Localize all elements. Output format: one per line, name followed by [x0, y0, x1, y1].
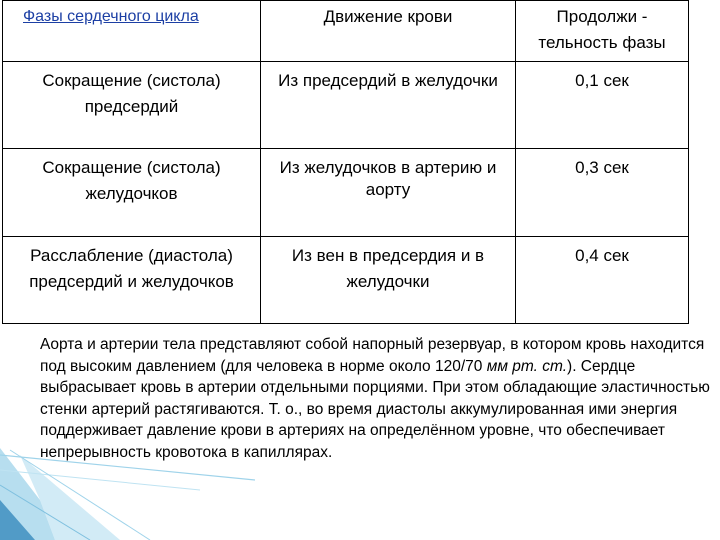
duration-cell [516, 149, 689, 237]
phase-cell [3, 149, 261, 237]
explanation-part-2: ). Сердце выбрасывает кровь в артерии отдельными порциями. При этом обладающие эластичностью стенки артерий растягиваются. Т. о., во время диастолы аккумулированная ими энергия поддерживает давление крови в артериях на определённом уровне, что обеспечивает непрерывность кровотока в капиллярах. [40, 357, 710, 461]
phase-text: Расслабление (диастола) предсердий и желудочков [29, 246, 234, 291]
header-duration-text: Продолжи - тельность фазы [538, 7, 666, 52]
movement-cell [261, 237, 516, 324]
explanation-paragraph [40, 334, 714, 463]
table-row [3, 237, 689, 324]
explanation-part-1: Аорта и артерии тела представляют собой напорный резервуар, в котором кровь находится под высоким давлением (для человека в норме около 120/70 [40, 336, 705, 375]
duration-cell [516, 62, 689, 149]
cardiac-cycle-table [2, 0, 689, 324]
duration-cell [516, 237, 689, 324]
table-header-row [3, 1, 689, 62]
phase-text: Сокращение (систола) желудочков [42, 158, 221, 203]
movement-text: Из предсердий в желудочки [278, 71, 498, 90]
duration-text: 0,1 сек [575, 71, 629, 90]
table-row [3, 149, 689, 237]
phase-cell [3, 237, 261, 324]
duration-text: 0,3 сек [575, 158, 629, 177]
phase-text: Сокращение (систола) предсердий [42, 71, 221, 116]
explanation-text [40, 334, 714, 463]
duration-text: 0,4 сек [575, 246, 629, 265]
movement-cell [261, 62, 516, 149]
header-duration [516, 1, 689, 62]
movement-text: Из желудочков в артерию и аорту [279, 158, 497, 199]
movement-text: Из вен в предсердия и в желудочки [291, 246, 485, 291]
movement-cell [261, 149, 516, 237]
phase-cell [3, 62, 261, 149]
table-row [3, 62, 689, 149]
header-blood-movement-text: Движение крови [323, 7, 453, 26]
header-blood-movement [261, 1, 516, 62]
pressure-unit: мм рт. ст. [486, 357, 568, 375]
header-phases: Фазы сердечного цикла [3, 1, 261, 62]
